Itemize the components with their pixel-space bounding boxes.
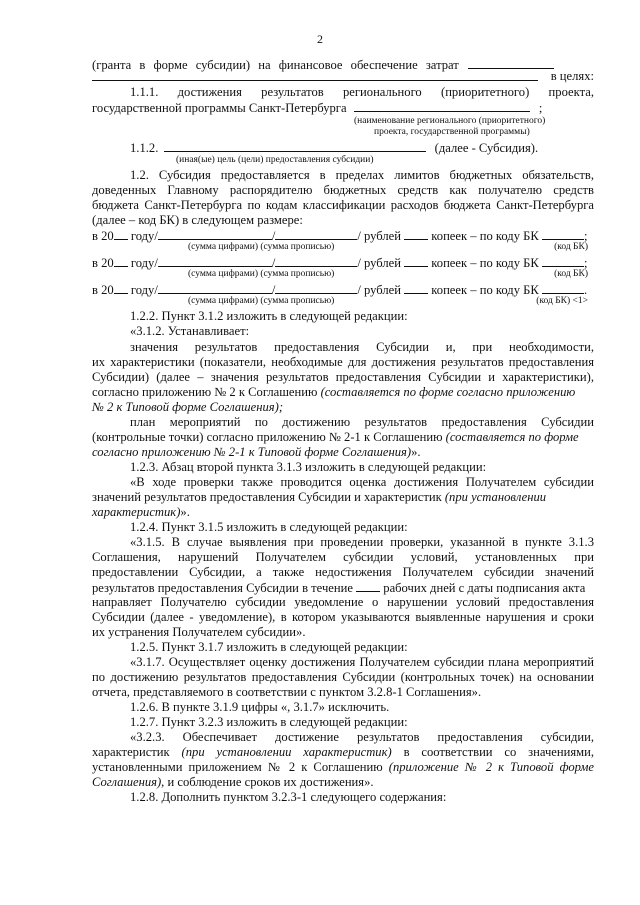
text-line: «3.1.5. В случае выявления при проведении проверки, указанной в пункте 3.1.3 [130, 535, 594, 549]
text-line: «3.2.3. Обеспечивает достижение результатов предоставления субсидии, [130, 730, 594, 744]
text-line: отчета, представляемого в соответствии с пунктом 3.2.8-1 Соглашения». [92, 685, 482, 699]
paragraph-1-2-line-2: доведенных Главному распорядителю бюджетных средств как получателю средств [92, 183, 594, 197]
text-span: характеристик [92, 745, 170, 759]
text-span: ». [411, 445, 421, 459]
paragraph-1-2-4: 1.2.4. Пункт 3.1.5 изложить в следующей редакции: [130, 520, 408, 534]
blank-line [404, 282, 428, 294]
year-label: году/ [130, 229, 158, 243]
blank-line [114, 228, 128, 240]
text-line: значения результатов предоставления Субсидии и, при необходимости, [130, 340, 594, 354]
paragraph-1-2-8: 1.2.8. Дополнить пунктом 3.2.3-1 следующего содержания: [130, 790, 447, 804]
kop-label: копеек – по коду БК [431, 256, 539, 270]
p111-end: ; [538, 101, 543, 115]
note-sum: (сумма цифрами) (сумма прописью) [188, 242, 335, 252]
italic-span: (приложение № 2 к Типовой форме [388, 760, 594, 774]
blank-line [158, 282, 272, 294]
text-line: направляет Получателю субсидии уведомление о нарушении условий предоставления [92, 595, 594, 609]
text-line [92, 580, 594, 596]
page-number: 2 [317, 32, 323, 46]
text-line: их устранения Получателем субсидии». [92, 625, 306, 639]
blank-line [158, 255, 272, 267]
slash: / [271, 256, 276, 270]
paragraph-1-2-7: 1.2.7. Пункт 3.2.3 изложить в следующей редакции: [130, 715, 408, 729]
paragraph-1-1-2 [92, 140, 594, 156]
note-code: (код БК) [554, 269, 588, 279]
blank-line [356, 580, 380, 592]
italic-span: (составляется по форме согласно приложению [320, 385, 576, 399]
text-line: по достижению результатов предоставления Субсидии (контрольных точек) на основании [92, 670, 594, 684]
text-line [92, 400, 594, 415]
text-span: в соответствии со значениями, [403, 745, 595, 759]
text-line: план мероприятий по достижению результатов предоставления Субсидии [130, 415, 594, 429]
year-label: году/ [130, 283, 158, 297]
text-span: согласно приложению № 2 к Соглашению [92, 385, 318, 399]
note-code: (код БК) [554, 242, 588, 252]
text-span: результатов предоставления Субсидии в течение [92, 581, 353, 595]
slash: / [271, 283, 276, 297]
paragraph-1-2-line-1: 1.2. Субсидия предоставляется в пределах лимитов бюджетных обязательств, [130, 168, 594, 182]
italic-span: согласно приложению № 2-1 к Типовой форме Соглашения) [92, 445, 412, 459]
text-line [92, 505, 594, 520]
text-line: «3.1.7. Осуществляет оценку достижения Получателем субсидии плана мероприятий [130, 655, 594, 669]
note-sum: (сумма цифрами) (сумма прописью) [188, 296, 335, 306]
year-row-3 [92, 282, 594, 298]
blank-line [542, 228, 584, 240]
text-line: Соглашения, нарушений Получателем субсидии условий, установленных при [92, 550, 594, 564]
kop-label: копеек – по коду БК [431, 229, 539, 243]
text-line: их характеристики (показатели, необходимые для достижения результатов предоставления [92, 355, 594, 369]
text-span: (контрольные точки) согласно приложению № 2-1 к Соглашению [92, 430, 443, 444]
paragraph-1-2-6: 1.2.6. В пункте 3.1.9 цифры «, 3.1.7» исключить. [130, 700, 390, 714]
row-end: . [583, 283, 588, 297]
text-line: предоставлении Субсидии, а также недостижения Получателем субсидии значений [92, 565, 594, 579]
year-row-1 [92, 228, 594, 244]
text-line [92, 430, 594, 445]
paragraph-1-2-line-3: бюджета Санкт-Петербурга по кодам классификации расходов бюджета Санкт-Петербурга [92, 198, 594, 212]
year-prefix: в 20 [92, 229, 114, 243]
note-program-2: проекта, государственной программы) [374, 127, 530, 137]
italic-span: характеристик) [92, 505, 181, 519]
note-code: (код БК) <1> [536, 296, 588, 306]
year-label: году/ [130, 256, 158, 270]
italic-span: (при установлении характеристик) [181, 745, 392, 759]
text-span: значений результатов предоставления Субсидии и характеристик [92, 490, 442, 504]
text-span: ». [180, 505, 190, 519]
blank-line [158, 228, 272, 240]
paragraph-1-2-5: 1.2.5. Пункт 3.1.7 изложить в следующей редакции: [130, 640, 408, 654]
text-line [92, 775, 594, 790]
row-end: ; [583, 229, 588, 243]
paragraph-1-2-line-4: (далее – код БК) в следующем размере: [92, 213, 303, 227]
italic-span: Соглашения) [92, 775, 162, 789]
blank-line [542, 255, 584, 267]
paragraph-1-2-3: 1.2.3. Абзац второй пункта 3.1.3 изложить в следующей редакции: [130, 460, 487, 474]
text-line [92, 385, 594, 400]
blank-line [275, 282, 357, 294]
text-line: Субсидии) (далее – значения результатов предоставления Субсидии и характеристики), [92, 370, 594, 384]
text-line [92, 745, 594, 760]
blank-line [542, 282, 584, 294]
rub-label: / рублей [357, 283, 401, 297]
note-other-goal: (иная(ые) цель (цели) предоставления субсидии) [176, 155, 374, 165]
rub-label: / рублей [357, 256, 401, 270]
blank-line [114, 255, 128, 267]
kop-label: копеек – по коду БК [431, 283, 539, 297]
p112-prefix: 1.1.2. [130, 141, 159, 155]
p111-text: государственной программы Санкт-Петербурга [92, 101, 347, 115]
blank-line [164, 140, 426, 152]
paragraph-1-1-1-line-1: 1.1.1. достижения результатов регионального (приоритетного) проекта, [130, 85, 594, 99]
blank-line [114, 282, 128, 294]
note-sum: (сумма цифрами) (сумма прописью) [188, 269, 335, 279]
text-line [92, 490, 594, 505]
paragraph-1-1-1-line-2 [92, 100, 594, 116]
intro-line-2 [92, 69, 594, 84]
text-span: установленными приложением № 2 к Соглашению [92, 760, 383, 774]
blank-line [404, 255, 428, 267]
blank-line [275, 255, 357, 267]
text-span: , и соблюдение сроков их достижения». [161, 775, 374, 789]
text-line [92, 445, 594, 460]
slash: / [271, 229, 276, 243]
italic-span: № 2 к Типовой форме Соглашения); [92, 400, 284, 414]
blank-line [468, 57, 554, 69]
year-row-2 [92, 255, 594, 271]
intro-end-text: в целях: [550, 69, 594, 83]
blank-line [404, 228, 428, 240]
year-prefix: в 20 [92, 283, 114, 297]
text-line: «В ходе проверки также проводится оценка достижения Получателем субсидии [130, 475, 594, 489]
row-end: ; [583, 256, 588, 270]
paragraph-1-2-2: 1.2.2. Пункт 3.1.2 изложить в следующей редакции: [130, 309, 408, 323]
text-span: рабочих дней с даты подписания акта [383, 581, 586, 595]
intro-text: (гранта в форме субсидии) на финансовое обеспечение затрат [92, 58, 459, 72]
year-prefix: в 20 [92, 256, 114, 270]
note-program-1: (наименование регионального (приоритетного) [354, 116, 546, 126]
blank-line [354, 100, 530, 112]
p112-suffix: (далее - Субсидия). [434, 141, 539, 155]
quote-3-1-2: «3.1.2. Устанавливает: [130, 324, 250, 338]
rub-label: / рублей [357, 229, 401, 243]
italic-span: (при установлении [444, 490, 547, 504]
blank-line [275, 228, 357, 240]
text-line: Субсидии (далее - уведомление), в котором указываются выявленные нарушения и сроки [92, 610, 594, 624]
italic-span: (составляется по форме [445, 430, 579, 444]
text-line [92, 760, 594, 775]
